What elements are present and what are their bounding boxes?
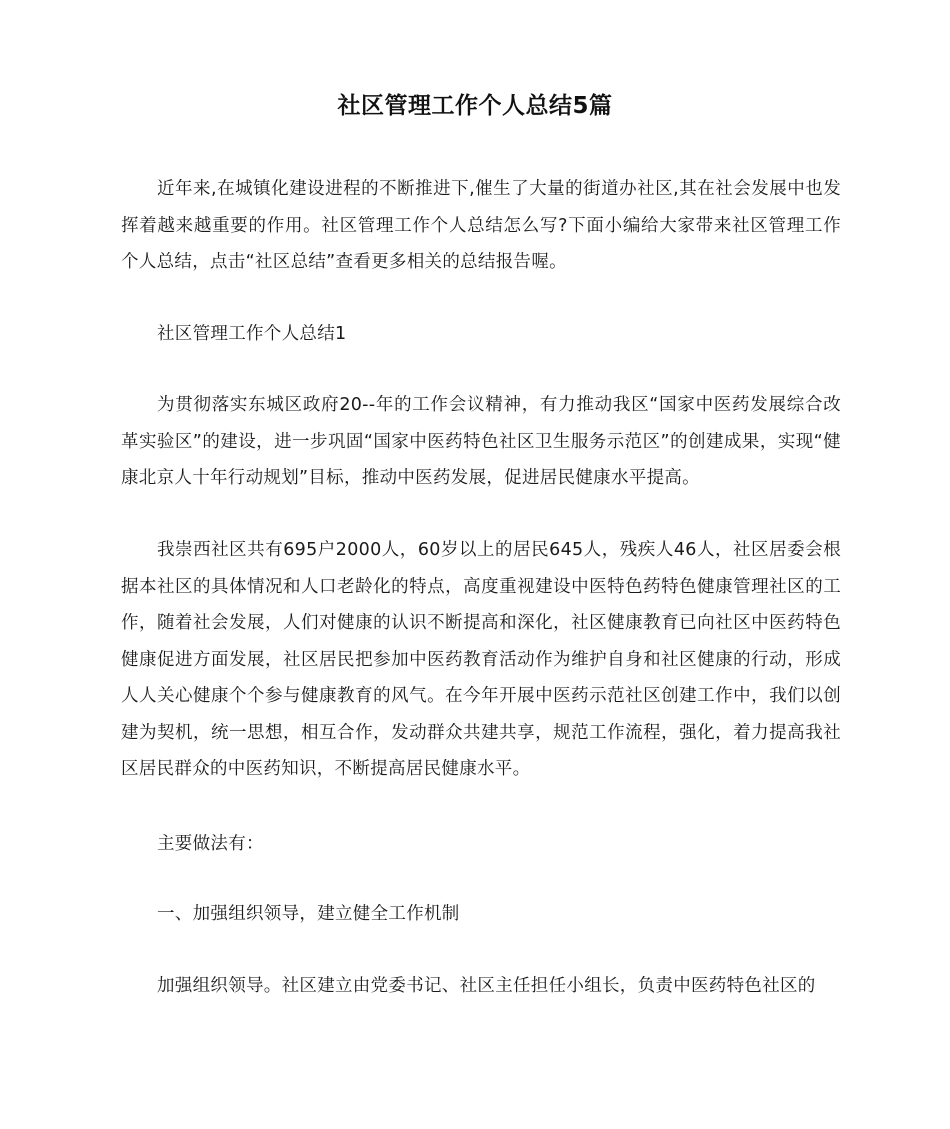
subsection-heading-1: 一、加强组织领导，建立健全工作机制 (157, 904, 460, 924)
methods-heading: 主要做法有： (157, 834, 264, 854)
document-title: 社区管理工作个人总结5篇 (337, 93, 613, 119)
body-paragraph: 我崇西社区共有695户2000人，60岁以上的居民645人，残疾人46人，社区居委会根据本社区的具体情况和人口老龄化的特点，高度重视建设中医特色药特色健康管理社区的工作，随着社会发展，人们对健康的认识不断提高和深化，社区健康教育已向社区中医药特色健康促进方面发展，社区居民把参加中医药教育活动作为维护自身和社区健康的行动，形成人人关心健康个个参与健康教育的风气。在今年开展中医药示范社区创建工作中，我们以创建为契机，统一思想，相互合作，发动群众共建共享，规范工作流程，强化，着力提高我社区居民群众的中医药知识，不断提高居民健康水平。 (121, 540, 841, 779)
intro-paragraph: 近年来,在城镇化建设进程的不断推进下,催生了大量的街道办社区,其在社会发展中也发挥着越来越重要的作用。社区管理工作个人总结怎么写?下面小编给大家带来社区管理工作个人总结，点击“社区总结”查看更多相关的总结报告喔。 (121, 179, 841, 272)
section-heading-summary-1: 社区管理工作个人总结1 (157, 324, 347, 344)
body-paragraph: 加强组织领导。社区建立由党委书记、社区主任担任小组长，负责中医药特色社区的 (157, 976, 816, 996)
body-paragraph: 为贯彻落实东城区政府20--年的工作会议精神，有力推动我区“国家中医药发展综合改革实验区”的建设，进一步巩固“国家中医药特色社区卫生服务示范区”的创建成果，实现“健康北京人十年行动规划”目标，推动中医药发展，促进居民健康水平提高。 (121, 395, 841, 488)
